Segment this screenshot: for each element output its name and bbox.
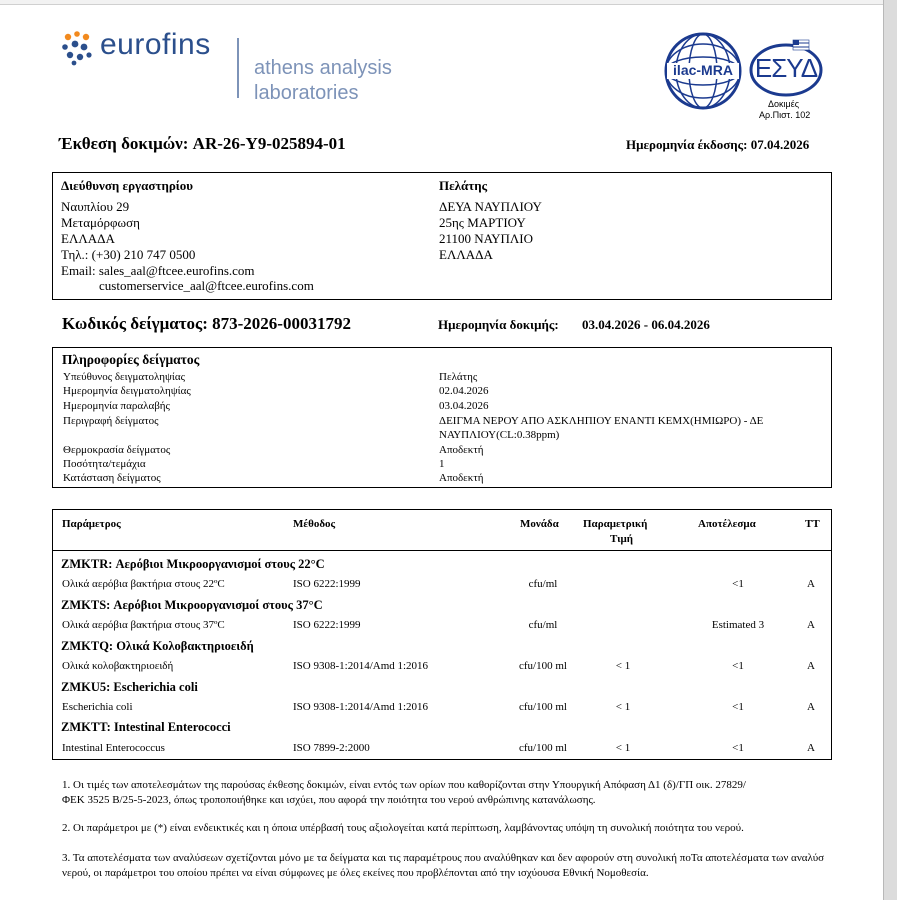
info-label: Υπεύθυνος δειγματοληψίας [63, 371, 186, 383]
sample-info-box [52, 347, 832, 488]
info-value: ΔΕΙΓΜΑ ΝΕΡΟΥ ΑΠΟ ΑΣΚΛΗΠΙΟΥ ΕΝΑΝΤΙ ΚΕΜΧ(ΗΜΙΩΡΟ) - ΔΕ [439, 415, 764, 427]
note-3-line2: νερού, οι παράμετροι του οποίου πρέπει να είναι σύμφωνες με όλες εκείνες που προβλέπονται από την ισχύουσα Εθνική Νομοθεσία. [62, 867, 649, 879]
address-box [52, 172, 832, 300]
result-tt: A [807, 742, 815, 754]
info-label: Θερμοκρασία δείγματος [63, 444, 171, 456]
info-label: Ημερομηνία παραλαβής [63, 400, 170, 412]
info-value: Πελάτης [439, 371, 478, 383]
result-limit: < 1 [615, 742, 631, 754]
eurofins-dots-icon [60, 30, 96, 66]
result-value: <1 [732, 742, 744, 754]
result-value: <1 [732, 578, 744, 590]
header-separator [53, 550, 831, 551]
header-tt: TT [805, 518, 820, 530]
lab-email-secondary: customerservice_aal@ftcee.eurofins.com [99, 278, 314, 293]
result-method: ISO 9308-1:2014/Amd 1:2016 [293, 660, 429, 672]
info-value: Αποδεκτή [439, 472, 484, 484]
result-tt: A [807, 619, 815, 631]
ilac-label: ilac-MRA [673, 62, 733, 78]
sample-code: Κωδικός δείγματος: 873-2026-00031792 [62, 314, 351, 333]
note-3-line1: 3. Τα αποτελέσματα των αναλύσεων σχετίζονται μόνο με τα δείγματα και τις παραμέτρους που αναλύθηκαν και δεν αφορούν στη συνολική ποΤα αποτελέσματα των αναλύσ [62, 852, 825, 864]
accreditation-line1: Δοκιμές [768, 99, 800, 109]
result-tt: A [807, 701, 815, 713]
result-method: ISO 7899-2:2000 [293, 742, 370, 754]
info-value: 02.04.2026 [439, 385, 489, 397]
header-method: Μέθοδος [293, 518, 336, 530]
info-label: Περιγραφή δείγματος [63, 415, 159, 427]
result-method: ISO 6222:1999 [293, 619, 361, 631]
results-header [53, 510, 831, 550]
accreditation-line2: Αρ.Πιστ. 102 [759, 110, 811, 120]
lab-name-line2: laboratories [254, 82, 359, 104]
eurofins-logo [60, 30, 100, 70]
result-name: Intestinal Enterococcus [62, 742, 165, 754]
test-date-label: Ημερομηνία δοκιμής: [438, 317, 559, 332]
note-2: 2. Οι παράμετροι με (*) είναι ενδεικτικές και η όποια υπέρβασή τους αξιολογείται κατά περίπτωση, λαμβάνοντας υπόψη τη συνολική ποιότητα του νερού. [62, 822, 744, 834]
result-unit: cfu/ml [528, 578, 558, 590]
header-param-value-2: Τιμή [610, 533, 634, 545]
result-unit: cfu/100 ml [519, 701, 567, 713]
client-line: 25ης ΜΑΡΤΙΟΥ [439, 215, 526, 230]
result-tt: A [807, 660, 815, 672]
lab-phone: Τηλ.: (+30) 210 747 0500 [61, 247, 196, 262]
info-value: Αποδεκτή [439, 444, 484, 456]
group-title: ZMKTT: Intestinal Enterococci [61, 720, 231, 734]
result-name: Ολικά αερόβια βακτήρια στους 22ºC [62, 578, 225, 590]
test-date-value: 03.04.2026 - 06.04.2026 [582, 317, 710, 332]
page-top-edge [0, 0, 883, 5]
result-value: <1 [732, 701, 744, 713]
info-label: Ποσότητα/τεμάχια [63, 458, 146, 470]
lab-address-heading: Διεύθυνση εργαστηρίου [61, 178, 194, 193]
header-result: Αποτέλεσμα [698, 518, 756, 530]
lab-address-line: ΕΛΛΑΔΑ [61, 231, 115, 246]
result-tt: A [807, 578, 815, 590]
issue-date: Ημερομηνία έκδοσης: 07.04.2026 [626, 137, 810, 152]
group-title: ZMKTS: Αερόβιοι Μικροοργανισμοί στους 37°C [61, 598, 323, 612]
result-value: <1 [732, 660, 744, 672]
info-value-continued: ΝΑΥΠΛΙΟΥ(CL:0.38ppm) [439, 429, 560, 441]
group-title: ZMKTQ: Ολικά Κολοβακτηριοειδή [61, 639, 254, 653]
info-value: 03.04.2026 [439, 400, 489, 412]
result-unit: cfu/100 ml [519, 742, 567, 754]
esyd-label: ΕΣΥΔ [754, 53, 818, 83]
note-1-line1: 1. Οι τιμές των αποτελεσμάτων της παρούσας έκθεσης δοκιμών, είναι εντός των ορίων που καθορίζονται στην Υπουργική Απόφαση Δ1 (δ)/ΓΠ οικ. 27829/ [62, 779, 746, 791]
result-limit: < 1 [615, 660, 631, 672]
logo-divider [237, 38, 239, 98]
note-1-line2: ΦΕΚ 3525 Β/25-5-2023, όπως τροποποιήθηκε και ισχύει, που αφορά την ποιότητα του νερού ανθρώπινης κατανάλωσης. [62, 794, 596, 806]
result-limit: < 1 [615, 701, 631, 713]
result-method: ISO 6222:1999 [293, 578, 361, 590]
lab-email: Email: sales_aal@ftcee.eurofins.com [61, 263, 255, 278]
lab-name-line1: athens analysis [254, 57, 392, 79]
result-unit: cfu/ml [528, 619, 558, 631]
results-table [52, 509, 832, 760]
eurofins-wordmark: eurofins [100, 28, 211, 61]
info-value: 1 [439, 458, 445, 470]
esyd-badge [749, 38, 827, 98]
group-title: ZMKU5: Escherichia coli [61, 680, 198, 694]
header-parameter: Παράμετρος [62, 518, 121, 530]
ilac-mra-badge [663, 31, 743, 111]
result-value: Estimated 3 [711, 619, 765, 631]
lab-address-line: Ναυπλίου 29 [61, 199, 130, 214]
lab-address-line: Μεταμόρφωση [61, 215, 140, 230]
result-unit: cfu/100 ml [519, 660, 567, 672]
client-line: 21100 ΝΑΥΠΛΙΟ [439, 231, 533, 246]
report-title: Έκθεση δοκιμών: AR-26-Y9-025894-01 [59, 134, 346, 153]
result-name: Escherichia coli [62, 701, 133, 713]
result-name: Ολικά κολοβακτηριοειδή [62, 660, 174, 672]
client-heading: Πελάτης [439, 178, 488, 193]
client-line: ΔΕΥΑ ΝΑΥΠΛΙΟΥ [439, 199, 542, 214]
group-title: ZMKTR: Αερόβιοι Μικροοργανισμοί στους 22°C [61, 557, 325, 571]
sample-info-heading: Πληροφορίες δείγματος [62, 352, 200, 367]
info-label: Ημερομηνία δειγματοληψίας [63, 385, 191, 397]
client-line: ΕΛΛΑΔΑ [439, 247, 493, 262]
result-name: Ολικά αερόβια βακτήρια στους 37ºC [62, 619, 225, 631]
info-label: Κατάσταση δείγματος [63, 472, 161, 484]
header-param-value-1: Παραμετρική [583, 518, 648, 530]
result-method: ISO 9308-1:2014/Amd 1:2016 [293, 701, 429, 713]
header-unit: Μονάδα [520, 518, 559, 530]
